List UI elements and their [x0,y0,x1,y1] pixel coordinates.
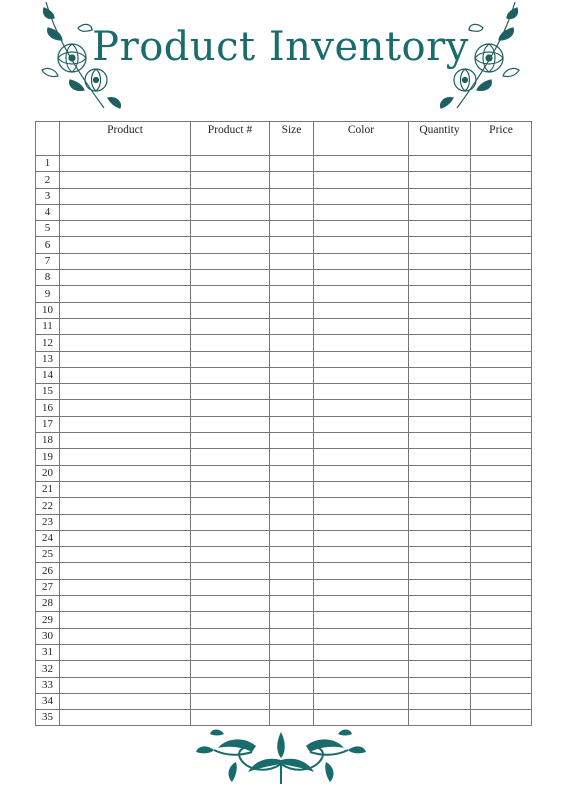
cell-price[interactable] [471,579,532,595]
table-header-row [36,122,532,156]
cell-product[interactable] [60,530,191,546]
table-row [36,628,532,644]
cell-color[interactable] [314,286,409,302]
cell-size[interactable] [270,253,314,269]
cell-size[interactable] [270,514,314,530]
cell-price[interactable] [471,270,532,286]
cell-color[interactable] [314,351,409,367]
cell-size[interactable] [270,547,314,563]
cell-color[interactable] [314,188,409,204]
row-number: 28 [36,596,60,612]
cell-price[interactable] [471,498,532,514]
cell-product-number[interactable] [191,351,270,367]
cell-product-number[interactable] [191,449,270,465]
cell-product-number[interactable] [191,612,270,628]
row-number: 3 [36,188,60,204]
table-row [36,188,532,204]
row-number: 19 [36,449,60,465]
cell-price[interactable] [471,563,532,579]
cell-price[interactable] [471,416,532,432]
cell-color[interactable] [314,563,409,579]
cell-product[interactable] [60,237,191,253]
cell-size[interactable] [270,530,314,546]
cell-product[interactable] [60,579,191,595]
cell-color[interactable] [314,710,409,726]
cell-color[interactable] [314,302,409,318]
row-number: 14 [36,367,60,383]
cell-quantity[interactable] [409,612,471,628]
cell-size[interactable] [270,710,314,726]
cell-quantity[interactable] [409,563,471,579]
table-row [36,514,532,530]
cell-quantity[interactable] [409,465,471,481]
row-number: 17 [36,416,60,432]
row-number: 32 [36,661,60,677]
cell-size[interactable] [270,318,314,334]
cell-quantity[interactable] [409,188,471,204]
table-row [36,644,532,660]
row-number: 26 [36,563,60,579]
cell-color[interactable] [314,400,409,416]
table-row [36,612,532,628]
cell-product[interactable] [60,481,191,497]
cell-quantity[interactable] [409,416,471,432]
cell-product[interactable] [60,612,191,628]
cell-price[interactable] [471,644,532,660]
cell-product[interactable] [60,351,191,367]
row-number: 20 [36,465,60,481]
cell-price[interactable] [471,351,532,367]
row-number: 11 [36,318,60,334]
cell-quantity[interactable] [409,596,471,612]
table-row [36,384,532,400]
cell-product-number[interactable] [191,416,270,432]
cell-product-number[interactable] [191,433,270,449]
table-row [36,465,532,481]
cell-price[interactable] [471,253,532,269]
cell-price[interactable] [471,302,532,318]
cell-product-number[interactable] [191,514,270,530]
cell-price[interactable] [471,628,532,644]
cell-product-number[interactable] [191,156,270,172]
cell-product-number[interactable] [191,237,270,253]
cell-quantity[interactable] [409,628,471,644]
cell-color[interactable] [314,547,409,563]
cell-quantity[interactable] [409,579,471,595]
cell-size[interactable] [270,416,314,432]
cell-product-number[interactable] [191,628,270,644]
cell-product-number[interactable] [191,400,270,416]
row-number: 29 [36,612,60,628]
cell-product[interactable] [60,563,191,579]
cell-product[interactable] [60,400,191,416]
cell-size[interactable] [270,156,314,172]
cell-product-number[interactable] [191,710,270,726]
table-row [36,547,532,563]
cell-quantity[interactable] [409,286,471,302]
cell-product-number[interactable] [191,286,270,302]
column-header-number [36,122,60,156]
row-number: 33 [36,677,60,693]
cell-price[interactable] [471,596,532,612]
column-header-price: Price [471,122,532,156]
cell-size[interactable] [270,596,314,612]
table-row [36,172,532,188]
row-number: 15 [36,384,60,400]
cell-size[interactable] [270,661,314,677]
cell-price[interactable] [471,335,532,351]
cell-product[interactable] [60,465,191,481]
cell-color[interactable] [314,596,409,612]
cell-color[interactable] [314,530,409,546]
table-row [36,318,532,334]
table-row [36,579,532,595]
cell-color[interactable] [314,433,409,449]
row-number: 16 [36,400,60,416]
cell-product[interactable] [60,710,191,726]
cell-product-number[interactable] [191,530,270,546]
cell-size[interactable] [270,400,314,416]
table-row [36,400,532,416]
row-number: 2 [36,172,60,188]
cell-price[interactable] [471,318,532,334]
cell-size[interactable] [270,335,314,351]
cell-product[interactable] [60,204,191,220]
cell-quantity[interactable] [409,270,471,286]
row-number: 8 [36,270,60,286]
table-row [36,693,532,709]
row-number: 35 [36,710,60,726]
cell-quantity[interactable] [409,237,471,253]
cell-product-number[interactable] [191,693,270,709]
cell-product-number[interactable] [191,270,270,286]
row-number: 9 [36,286,60,302]
cell-price[interactable] [471,204,532,220]
cell-color[interactable] [314,677,409,693]
cell-product-number[interactable] [191,579,270,595]
row-number: 12 [36,335,60,351]
cell-quantity[interactable] [409,530,471,546]
row-number: 34 [36,693,60,709]
cell-color[interactable] [314,172,409,188]
cell-quantity[interactable] [409,661,471,677]
cell-size[interactable] [270,563,314,579]
cell-price[interactable] [471,156,532,172]
cell-size[interactable] [270,433,314,449]
cell-price[interactable] [471,612,532,628]
cell-color[interactable] [314,498,409,514]
row-number: 1 [36,156,60,172]
cell-color[interactable] [314,270,409,286]
cell-color[interactable] [314,579,409,595]
table-row [36,498,532,514]
cell-product[interactable] [60,156,191,172]
cell-quantity[interactable] [409,204,471,220]
cell-quantity[interactable] [409,514,471,530]
cell-product-number[interactable] [191,302,270,318]
cell-product-number[interactable] [191,547,270,563]
cell-price[interactable] [471,433,532,449]
cell-quantity[interactable] [409,481,471,497]
row-number: 21 [36,481,60,497]
column-header-product: Product [60,122,191,156]
table-row [36,416,532,432]
table-row [36,433,532,449]
cell-quantity[interactable] [409,318,471,334]
table-row [36,302,532,318]
cell-size[interactable] [270,693,314,709]
cell-product-number[interactable] [191,563,270,579]
cell-product-number[interactable] [191,465,270,481]
cell-color[interactable] [314,221,409,237]
cell-price[interactable] [471,547,532,563]
cell-product-number[interactable] [191,677,270,693]
cell-color[interactable] [314,693,409,709]
table-row [36,710,532,726]
table-row [36,530,532,546]
row-number: 27 [36,579,60,595]
cell-price[interactable] [471,188,532,204]
cell-price[interactable] [471,465,532,481]
cell-quantity[interactable] [409,547,471,563]
cell-product[interactable] [60,384,191,400]
table-row [36,449,532,465]
cell-price[interactable] [471,400,532,416]
cell-product-number[interactable] [191,661,270,677]
cell-product[interactable] [60,335,191,351]
cell-product[interactable] [60,188,191,204]
row-number: 31 [36,644,60,660]
cell-size[interactable] [270,384,314,400]
cell-product[interactable] [60,498,191,514]
cell-size[interactable] [270,286,314,302]
cell-product[interactable] [60,433,191,449]
cell-color[interactable] [314,156,409,172]
table-row [36,286,532,302]
cell-color[interactable] [314,612,409,628]
cell-size[interactable] [270,237,314,253]
table-row [36,596,532,612]
cell-quantity[interactable] [409,302,471,318]
row-number: 24 [36,530,60,546]
cell-color[interactable] [314,237,409,253]
cell-color[interactable] [314,335,409,351]
cell-color[interactable] [314,661,409,677]
cell-color[interactable] [314,481,409,497]
cell-quantity[interactable] [409,710,471,726]
table-row [36,367,532,383]
cell-product[interactable] [60,253,191,269]
row-number: 30 [36,628,60,644]
cell-quantity[interactable] [409,172,471,188]
cell-quantity[interactable] [409,253,471,269]
cell-product[interactable] [60,318,191,334]
column-header-size: Size [270,122,314,156]
cell-product[interactable] [60,628,191,644]
cell-quantity[interactable] [409,693,471,709]
cell-size[interactable] [270,481,314,497]
cell-price[interactable] [471,710,532,726]
row-number: 23 [36,514,60,530]
cell-product-number[interactable] [191,172,270,188]
cell-quantity[interactable] [409,677,471,693]
cell-product[interactable] [60,596,191,612]
cell-color[interactable] [314,318,409,334]
cell-size[interactable] [270,498,314,514]
cell-color[interactable] [314,449,409,465]
cell-size[interactable] [270,644,314,660]
cell-product-number[interactable] [191,335,270,351]
cell-price[interactable] [471,237,532,253]
cell-quantity[interactable] [409,644,471,660]
cell-price[interactable] [471,286,532,302]
cell-product-number[interactable] [191,204,270,220]
cell-price[interactable] [471,661,532,677]
cell-product[interactable] [60,644,191,660]
cell-size[interactable] [270,270,314,286]
cell-price[interactable] [471,530,532,546]
cell-price[interactable] [471,693,532,709]
cell-color[interactable] [314,465,409,481]
cell-product[interactable] [60,547,191,563]
leaf-ornament-icon [196,726,366,788]
cell-product[interactable] [60,270,191,286]
cell-quantity[interactable] [409,449,471,465]
cell-product[interactable] [60,172,191,188]
cell-color[interactable] [314,628,409,644]
cell-product-number[interactable] [191,318,270,334]
table-row [36,270,532,286]
cell-color[interactable] [314,644,409,660]
cell-size[interactable] [270,612,314,628]
cell-product-number[interactable] [191,384,270,400]
cell-color[interactable] [314,384,409,400]
cell-product[interactable] [60,693,191,709]
cell-size[interactable] [270,221,314,237]
table-row [36,156,532,172]
inventory-rows [36,156,532,726]
row-number: 6 [36,237,60,253]
table-row [36,563,532,579]
row-number: 7 [36,253,60,269]
cell-color[interactable] [314,204,409,220]
cell-size[interactable] [270,302,314,318]
cell-size[interactable] [270,351,314,367]
cell-size[interactable] [270,628,314,644]
cell-color[interactable] [314,514,409,530]
cell-product-number[interactable] [191,367,270,383]
column-header-color: Color [314,122,409,156]
cell-product[interactable] [60,221,191,237]
cell-product-number[interactable] [191,596,270,612]
table-row [36,204,532,220]
cell-product-number[interactable] [191,481,270,497]
row-number: 18 [36,433,60,449]
cell-product[interactable] [60,677,191,693]
cell-price[interactable] [471,384,532,400]
cell-size[interactable] [270,449,314,465]
page-title: Product Inventory [92,24,469,70]
cell-product-number[interactable] [191,188,270,204]
table-row [36,335,532,351]
cell-quantity[interactable] [409,498,471,514]
cell-price[interactable] [471,221,532,237]
cell-quantity[interactable] [409,400,471,416]
cell-price[interactable] [471,481,532,497]
cell-quantity[interactable] [409,367,471,383]
cell-product[interactable] [60,449,191,465]
cell-color[interactable] [314,367,409,383]
row-number: 10 [36,302,60,318]
cell-size[interactable] [270,188,314,204]
cell-color[interactable] [314,253,409,269]
column-header-product-number: Product # [191,122,270,156]
cell-size[interactable] [270,172,314,188]
cell-size[interactable] [270,579,314,595]
cell-price[interactable] [471,172,532,188]
cell-product[interactable] [60,367,191,383]
cell-product[interactable] [60,514,191,530]
cell-size[interactable] [270,367,314,383]
cell-size[interactable] [270,465,314,481]
row-number: 25 [36,547,60,563]
row-number: 5 [36,221,60,237]
cell-size[interactable] [270,204,314,220]
table-row [36,661,532,677]
row-number: 4 [36,204,60,220]
table-row [36,677,532,693]
cell-quantity[interactable] [409,156,471,172]
cell-product[interactable] [60,302,191,318]
cell-color[interactable] [314,416,409,432]
cell-product-number[interactable] [191,644,270,660]
cell-product-number[interactable] [191,498,270,514]
table-row [36,481,532,497]
cell-price[interactable] [471,367,532,383]
cell-product[interactable] [60,416,191,432]
cell-price[interactable] [471,677,532,693]
cell-product-number[interactable] [191,253,270,269]
table-row [36,351,532,367]
inventory-table [35,121,532,726]
row-number: 22 [36,498,60,514]
cell-product-number[interactable] [191,221,270,237]
cell-quantity[interactable] [409,384,471,400]
cell-product[interactable] [60,286,191,302]
column-header-quantity: Quantity [409,122,471,156]
row-number: 13 [36,351,60,367]
table-row [36,237,532,253]
cell-quantity[interactable] [409,433,471,449]
cell-quantity[interactable] [409,335,471,351]
table-row [36,221,532,237]
cell-product[interactable] [60,661,191,677]
cell-quantity[interactable] [409,351,471,367]
table-row [36,253,532,269]
cell-price[interactable] [471,514,532,530]
cell-price[interactable] [471,449,532,465]
cell-size[interactable] [270,677,314,693]
cell-quantity[interactable] [409,221,471,237]
